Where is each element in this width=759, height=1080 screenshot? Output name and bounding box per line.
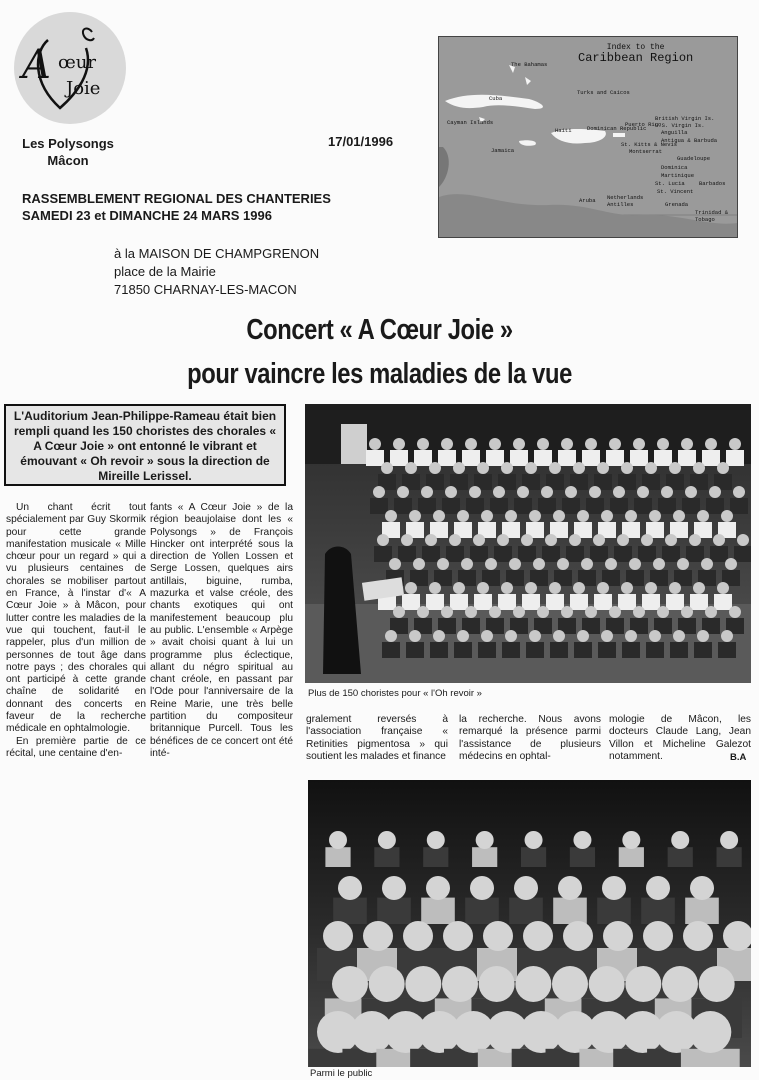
map-label: Trinidad & Tobago	[695, 209, 729, 223]
map-label: Aruba	[579, 197, 596, 204]
map-label: Anguilla	[661, 129, 688, 136]
article-headline	[68, 308, 690, 396]
map-title	[578, 42, 693, 64]
map-label: Dominica	[661, 164, 688, 171]
map-title-small: Index to the	[606, 43, 665, 52]
venue-line3: 71850 CHARNAY-LES-MACON	[114, 282, 297, 297]
map-label: Antigua & Barbuda	[661, 137, 718, 144]
venue-line2: place de la Mairie	[114, 264, 216, 279]
headline-line1: Concert « A Cœur Joie »	[246, 314, 513, 346]
venue-line1: à la MAISON DE CHAMPGRENON	[114, 246, 320, 261]
map-label: Puerto Rico	[625, 121, 662, 128]
choir-photo	[305, 404, 751, 683]
audience-photo-image	[308, 780, 751, 1067]
article-paragraph: gralement reversés à l'association française « Retinities pigmentosa » qui soutient les malades et finance	[306, 714, 448, 762]
article-column-3	[306, 714, 448, 763]
svg-text:Joie: Joie	[66, 78, 101, 99]
article-paragraph: fants « A Cœur Joie » de la région beaujolaise dont les « Polysongs » de François Hincker ont interprété sous la direction de Yollen Lossen et Serge Lossen, quelques airs antillais, biguine, rumba, mazurka et valse créole, des chants exotiques qui ont manifestement beaucoup plu au public. L'ensemble « Arpège » avait choisi quant à lui un programme plus éclectique, allant du négro spiritual au chant créole, en passant par l'Ode pour l'anniversaire de la Reine Marie, une très belle partition du compositeur britannique Purcell. Tous les bénéfices de ce concert ont été inté-	[150, 502, 293, 759]
svg-text:œur: œur	[58, 52, 96, 73]
map-label: Haiti	[555, 127, 572, 134]
svg-text:A: A	[22, 42, 51, 88]
map-label: U.S. Virgin Is.	[655, 122, 705, 129]
article-column-1	[6, 502, 146, 760]
logo	[14, 12, 126, 124]
venue-address	[114, 245, 319, 299]
event-title	[22, 190, 331, 224]
caribbean-map	[438, 36, 738, 238]
article-paragraph: Un chant écrit tout spécialement par Guy Skormik pour cette grande manifestation musicale « Mille chœur pour un regard » qui a vu plusieurs centaines de chorales se mobiliser partout en France, à l'instar d'« A Cœur Joie » à Mâcon, pour lutter contre les maladies de la vue qui touchent, faut-il le rappeler, plus d'un million de personnes de tout âge dans notre pays ; des chorales qui ont participé à cette grande chaîne de solidarité en donnant des concerts en faveur de la recherche médicale en ophtalmologie.	[6, 502, 146, 735]
audience-photo	[308, 780, 751, 1067]
map-label: British Virgin Is.	[655, 115, 715, 122]
map-label: Grenada	[665, 201, 689, 208]
article-paragraph: mologie de Mâcon, les docteurs Claude Lang, Jean Villon et Micheline Galezot notamment.	[609, 714, 751, 762]
event-title-line2: SAMEDI 23 et DIMANCHE 24 MARS 1996	[22, 208, 272, 223]
article-column-4	[459, 714, 601, 763]
club-name	[18, 135, 118, 169]
map-label: Guadeloupe	[677, 155, 711, 162]
event-title-line1: RASSEMBLEMENT REGIONAL DES CHANTERIES	[22, 191, 331, 206]
choir-photo-image	[305, 404, 751, 683]
document-date: 17/01/1996	[328, 134, 394, 149]
article-paragraph: la recherche. Nous avons remarqué la présence parmi l'assistance de plusieurs médecins en ophtal-	[459, 714, 601, 762]
map-label: Netherlands Antilles	[607, 194, 644, 208]
map-label: Cuba	[489, 95, 503, 102]
article-paragraph: En première partie de ce récital, une centaine d'en-	[6, 735, 146, 759]
map-label: Cayman Islands	[447, 119, 494, 126]
map-label: Jamaica	[491, 147, 515, 154]
article-column-2	[150, 502, 293, 760]
map-label: Turks and Caicos	[577, 89, 630, 96]
photo-caption: Plus de 150 choristes pour « l'Oh revoir »	[308, 688, 482, 699]
logo-heart-icon	[14, 12, 126, 124]
map-label: Barbados	[699, 180, 726, 187]
map-label: The Bahamas	[511, 61, 548, 68]
map-label: St. Lucia	[655, 180, 685, 187]
club-name-line1: Les Polysongs	[22, 136, 114, 151]
map-label: Montserrat	[629, 148, 663, 155]
map-title-big: Caribbean Region	[578, 51, 694, 65]
map-label: Martinique	[661, 172, 695, 179]
club-name-line2: Mâcon	[47, 153, 89, 168]
map-label: St. Kitts & Nevis	[621, 141, 678, 148]
article-lead: L'Auditorium Jean-Philippe-Rameau était bien rempli quand les 150 choristes des chorales « A Cœur Joie » ont entonné le vibrant et émouvant « Oh revoir » sous la direction de Mireille Lerissel.	[4, 404, 286, 486]
headline-line2: pour vaincre les maladies de la vue	[187, 358, 572, 390]
author-signature: B.A	[730, 752, 747, 763]
map-label: St. Vincent	[657, 188, 694, 195]
photo-caption: Parmi le public	[310, 1068, 373, 1079]
map-label: Dominican Republic	[587, 125, 647, 132]
